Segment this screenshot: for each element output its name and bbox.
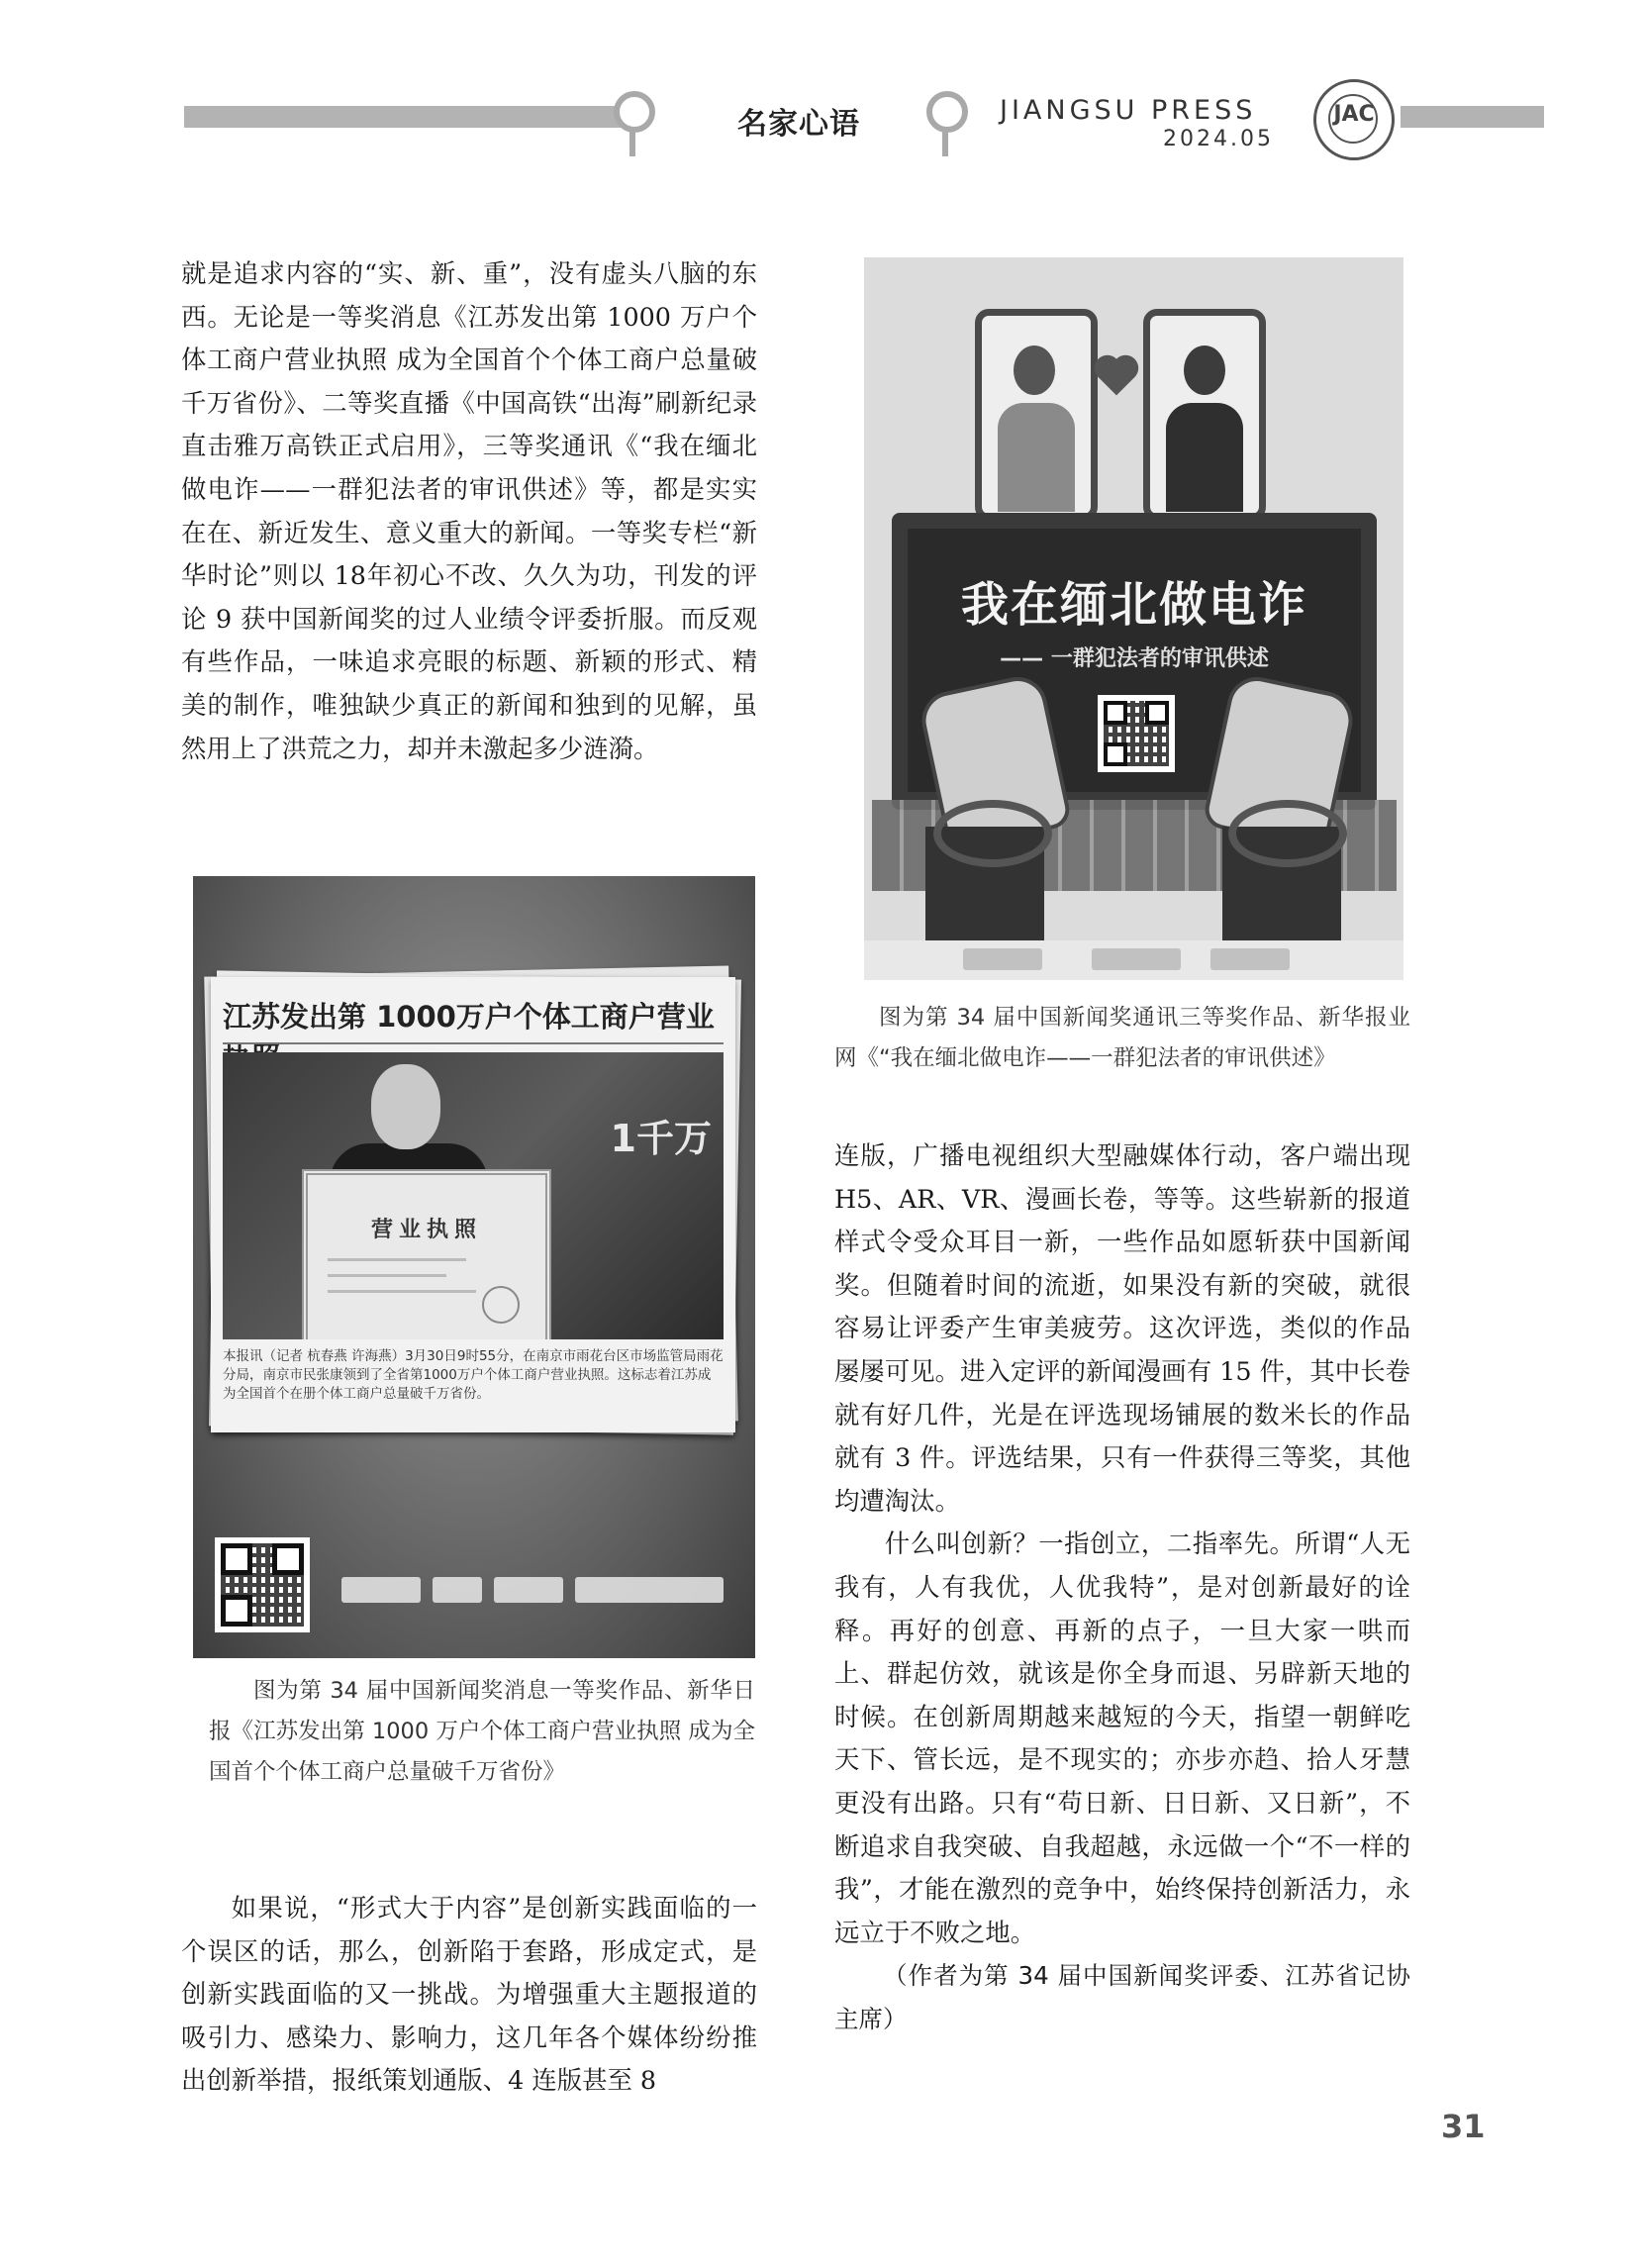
poster-title: 我在缅北做电诈 — [960, 577, 1307, 633]
left-column-top — [181, 252, 757, 770]
header-rule-right — [1401, 106, 1544, 128]
media-logo-icon — [494, 1577, 563, 1603]
phone-illustration — [975, 309, 1098, 521]
handcuff-icon — [933, 800, 1052, 867]
paragraph: 就是追求内容的“实、新、重”，没有虚头八脑的东西。无论是一等奖消息《江苏发出第 1000 万户个体工商户营业执照 成为全国首个个体工商户总量破千万省份》、二等奖直播《中国高铁“出海”刷新纪录 直击雅万高铁正式启用》，三等奖通讯《“我在缅北做电诈——一群犯法者的审讯供述》等，都是实实在在、新近发生、意义重大的新闻。一等奖专栏“新华时论”则以 18年初心不改、久久为功，刊发的评论 9 获中国新闻奖的过人业绩令评委折服。而反观有些作品，一味追求亮眼的标题、新颖的形式、精美的制作，唯独缺少真正的新闻和独到的见解，虽然用上了洪荒之力，却并未激起多少涟漪。 — [181, 258, 757, 763]
xinhua-daily-logo-icon — [341, 1577, 421, 1603]
map-pin-icon — [612, 91, 657, 154]
map-pin-icon — [924, 91, 970, 154]
poster-illustration — [864, 257, 1403, 980]
newspaper-photo — [193, 876, 755, 1658]
issue-date: 2024.05 — [1163, 127, 1274, 151]
figure-caption: 图为第 34 届中国新闻奖通讯三等奖作品、新华报业网《“我在缅北做电诈——一群犯法者的审讯供述》 — [834, 1005, 1410, 1071]
qr-code-icon — [1098, 695, 1175, 772]
paragraph: 如果说，“形式大于内容”是创新实践面临的一个误区的话，那么，创新陷于套路，形成定式，是创新实践面临的又一挑战。为增强重大主题报道的吸引力、感染力、影响力，这几年各个媒体纷纷推出创新举措，报纸策划通版、4 连版甚至 8 — [181, 1893, 757, 2096]
figure-caption: 图为第 34 届中国新闻奖消息一等奖作品、新华日报《江苏发出第 1000 万户个体工商户营业执照 成为全国首个个体工商户总量破千万省份》 — [209, 1678, 755, 1785]
person-head — [371, 1064, 440, 1149]
media-logo-icon — [575, 1577, 724, 1603]
page-number: 31 — [1441, 2108, 1486, 2145]
newspaper-body-text: 本报讯（记者 杭春燕 许海燕）3月30日9时55分，在南京市雨花台区市场监管局雨花分局，南京市民张康领到了全省第1000万户个体工商户营业执照。这标志着江苏成为全国首个在册个体工商户总量破千万省份。 — [223, 1348, 724, 1402]
author-note: （作者为第 34 届中国新闻奖评委、江苏省记协主席） — [834, 1961, 1410, 2033]
media-logo-icon — [433, 1577, 482, 1603]
qr-code-icon — [215, 1537, 310, 1632]
certificate-title: 营业执照 — [370, 1218, 482, 1242]
business-license-certificate — [302, 1169, 551, 1339]
handcuff-icon — [1228, 800, 1347, 867]
phone-illustration — [1143, 309, 1266, 521]
section-title: 名家心语 — [737, 107, 860, 142]
media-logo-icon — [1210, 948, 1290, 970]
publication-name: JIANGSU PRESS — [1000, 95, 1257, 126]
right-column — [834, 1134, 1410, 2040]
heart-icon — [1099, 359, 1135, 396]
stamp-icon — [482, 1286, 520, 1324]
xinhua-daily-logo-icon — [963, 948, 1042, 970]
paragraph: 什么叫创新？一指创立，二指率先。所谓“人无我有，人有我优，人优我特”，是对创新最好的诠释。再好的创意、再新的点子，一旦大家一哄而上、群起仿效，就该是你全身而退、另辟新天地的时候。在创新周期越来越短的今天，指望一朝鲜吃天下、管长远，是不现实的；亦步亦趋、拾人牙慧更没有出路。只有“苟日新、日日新、又日新”，不断追求自我突破、自我超越，永远做一个“不一样的我”，才能在激烈的竞争中，始终保持创新活力，永远立于不败之地。 — [834, 1528, 1410, 1947]
left-column-bottom — [181, 1887, 757, 2103]
header-rule-left — [184, 106, 625, 128]
divider — [223, 1042, 724, 1044]
poster-logos — [864, 940, 1403, 980]
media-logos — [341, 1569, 737, 1609]
media-logo-icon — [1092, 948, 1181, 970]
newspaper-headline: 江苏发出第 1000万户个体工商户营业 — [223, 1000, 715, 1034]
newspaper-front-page — [211, 977, 735, 1432]
jiangsu-journalists-seal-icon: JAC — [1313, 79, 1395, 160]
poster-subtitle: —— 一群犯法者的审讯供述 — [1000, 646, 1269, 671]
paragraph: 连版，广播电视组织大型融媒体行动，客户端出现 H5、AR、VR、漫画长卷，等等。这些崭新的报道样式令受众耳目一新，一些作品如愿斩获中国新闻奖。但随着时间的流逝，如果没有新的突破，就很容易让评委产生审美疲劳。这次评选，类似的作品屡屡可见。进入定评的新闻漫画有 15 件，其中长卷就有好几件，光是在评选现场铺展的数米长的作品就有 3 件。评选结果，只有一件获得三等奖，其他均遭淘汰。 — [834, 1140, 1410, 1516]
news-photo — [223, 1052, 724, 1339]
photo-banner-text: 1千万 — [610, 1117, 712, 1160]
